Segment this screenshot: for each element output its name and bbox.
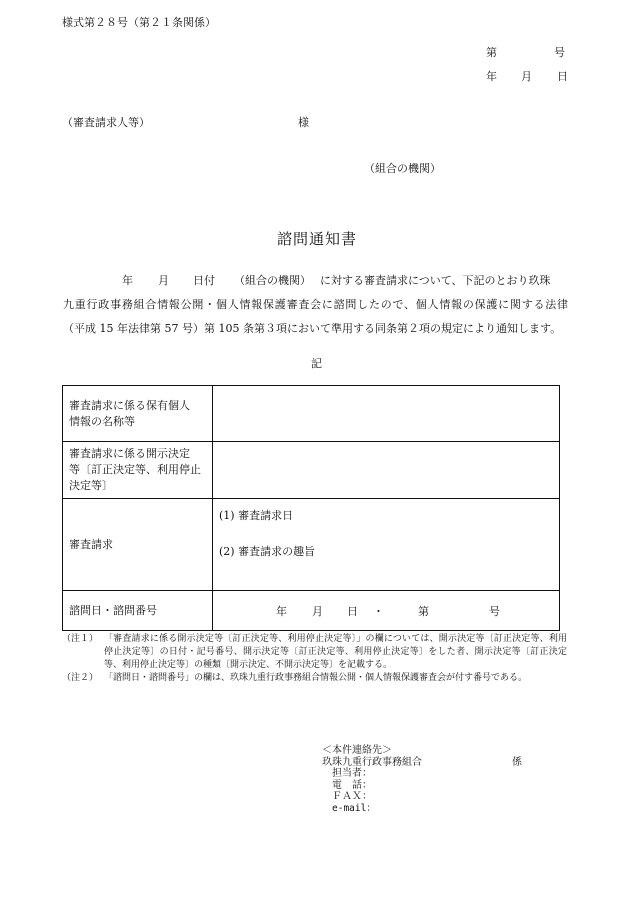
row2-label <box>63 442 213 499</box>
body-line1-text: に対する審査請求について、下記のとおり玖珠 <box>320 274 551 287</box>
sender-org: （組合の機関） <box>364 162 441 175</box>
page-title: 諮問通知書 <box>277 230 358 248</box>
note-tag: （注１） <box>62 634 99 644</box>
body-line3: （平成 15 年法律第 57 号）第 105 条第３項において準用する同条第２項の規定により通知します。 <box>63 322 562 335</box>
form-id: 様式第２８号（第２１条関係） <box>62 16 216 29</box>
contact-block <box>322 745 522 814</box>
row3-item2: (2) 審査請求の趣旨 <box>219 545 316 558</box>
contact-person: 担当者： <box>332 768 372 779</box>
row4-no-suffix: 号 <box>489 605 500 618</box>
contact-org-row <box>322 757 522 769</box>
doc-date-year: 年 <box>486 70 497 83</box>
row2-label-line: 審査請求に係る開示決定 <box>69 447 190 460</box>
body-org: （組合の機関） <box>234 274 311 287</box>
notes <box>62 633 567 685</box>
row4-month: 月 <box>312 605 323 618</box>
contact-phone: 電 話： <box>332 779 372 791</box>
row2-label-line: 等〔訂正決定等、利用停止 <box>69 463 201 476</box>
note-2 <box>62 672 567 685</box>
row1-label <box>63 386 213 442</box>
row3-item1: (1) 審査請求日 <box>219 509 294 522</box>
doc-number-prefix: 第 <box>486 46 497 59</box>
doc-number-suffix: 号 <box>554 46 565 59</box>
row2-label-line: 決定等〕 <box>69 479 113 492</box>
body-month: 月 <box>158 274 169 287</box>
recipient-honorific: 様 <box>298 116 309 129</box>
body-line2: 九重行政事務組合情報公開・個人情報保護審査会に諮問したので、個人情報の保護に関する法律 <box>63 298 568 311</box>
row1-label-line: 情報の名称等 <box>69 414 135 428</box>
note-text: 「諮問日・諮問番号」の欄は、玖珠九重行政事務組合情報公開・個人情報保護審査会が付す番号である。 <box>104 673 528 683</box>
recipient-label: （審査請求人等） <box>62 116 150 129</box>
row1-label-line: 審査請求に係る保有個人 <box>69 398 190 412</box>
body-year: 年 <box>122 274 133 287</box>
table-row <box>63 591 560 631</box>
row4-year: 年 <box>276 605 287 618</box>
note-text: 「審査請求に係る開示決定等〔訂正決定等、利用停止決定等〕」の欄については、開示決定等〔訂正決定等、利用停止決定等〕の日付・記号番号、開示決定等〔訂正決定等、利用停止決定等〕をした者、開示決定等〔訂正決定等、利用停止決定等〕の種類〔開示決定、不開示決定等〕を記載する。 <box>104 634 567 670</box>
row1-value[interactable] <box>213 386 560 442</box>
doc-date-month: 月 <box>521 70 532 83</box>
row4-value[interactable] <box>213 591 560 631</box>
table-row <box>63 499 560 591</box>
info-table <box>62 385 560 631</box>
row4-day: 日 <box>347 605 358 618</box>
contact-fax: ＦＡＸ： <box>332 791 372 802</box>
contact-section: 係 <box>512 756 522 768</box>
row4-label: 諮問日・諮問番号 <box>63 591 213 631</box>
row2-value[interactable] <box>213 442 560 499</box>
row3-value[interactable] <box>213 499 560 591</box>
contact-email: e-mail： <box>332 802 376 814</box>
row4-no-prefix: 第 <box>418 605 429 618</box>
table-row <box>63 442 560 499</box>
body-day: 日付 <box>193 274 215 287</box>
note-1 <box>62 633 567 672</box>
contact-org: 玖珠九重行政事務組合 <box>322 756 422 768</box>
ki-label: 記 <box>311 357 322 370</box>
doc-date-day: 日 <box>557 70 568 83</box>
row3-label: 審査請求 <box>63 499 213 591</box>
row4-dot: ・ <box>373 605 384 618</box>
contact-header: ＜本件連絡先＞ <box>322 745 392 756</box>
table-row <box>63 386 560 442</box>
note-tag: （注２） <box>62 673 99 683</box>
